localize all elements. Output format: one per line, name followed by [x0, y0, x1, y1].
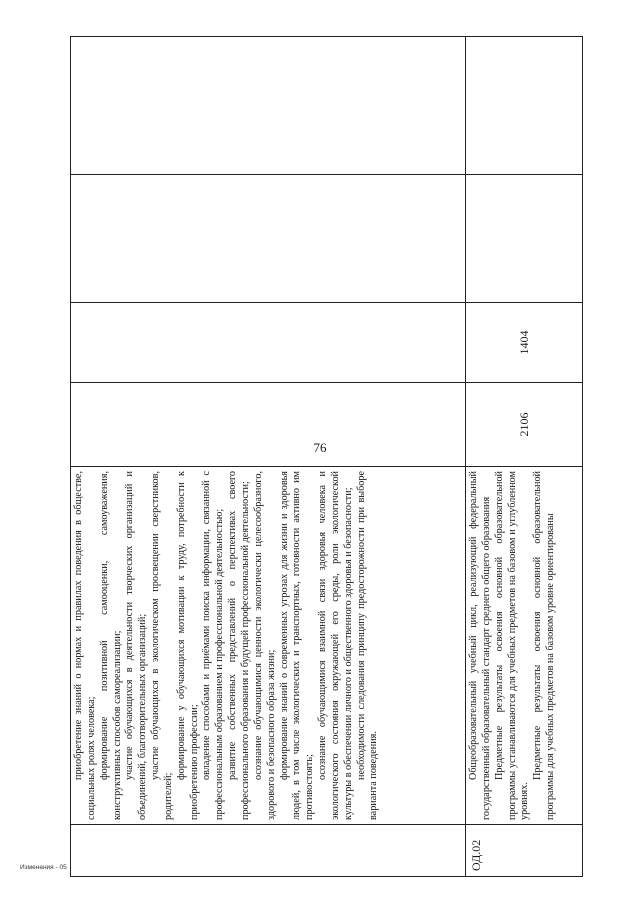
max-load-cell	[71, 383, 466, 467]
description-paragraph: формирование позитивной самооценки, самоуважения, конструктивных способов самореализации;	[98, 471, 123, 820]
description-paragraph: Предметные результаты освоения основной образовательной программы устанавливаются для учебных предметов на базовом и углубленном уровнях.	[493, 471, 531, 820]
curriculum-table	[70, 36, 583, 877]
description-paragraph: осознание обучающимися взаимной связи здоровья человека и экологического состояния окружающей его среды, роли экологической культуры в обеспечении личного и общественного здоровья и безопасности;	[317, 471, 354, 820]
description-paragraph: развитие собственных представлений о перспективах своего профессионального образования и будущей профессиональной деятельности;	[227, 471, 251, 820]
description-paragraph: Общеобразовательный учебный цикл, реализующий федеральный государственный образовательный стандарт среднего общего образования	[468, 471, 492, 820]
empty-cell-a	[466, 175, 583, 303]
row-code-cell	[71, 825, 466, 877]
description-paragraph: Предметные результаты освоения основной образовательной программы для учебных предметов на базовом уровне ориентированы	[532, 471, 557, 820]
table-row	[466, 37, 583, 877]
description-paragraph: необходимости следования принципу предосторожности при выборе варианта поведения.	[355, 471, 380, 820]
description-paragraph: осознание обучающимися ценности экологически целесообразного, здорового и безопасного образа жизни;	[252, 471, 277, 820]
description-paragraph: приобретение знаний о нормах и правилах поведения в обществе, социальных ролях человека;	[73, 471, 97, 820]
description-paragraph: участие обучающихся в деятельности творческих организаций и объединений, благотворительных организаций;	[124, 471, 149, 820]
revision-note: Изменения - 05	[20, 864, 67, 871]
max-load-cell: 2106	[466, 383, 583, 467]
page-number: 76	[313, 440, 327, 455]
table-rotated-wrapper	[70, 37, 570, 877]
description-paragraph: участие обучающихся в экологическом просвещении сверстников, родителей;	[150, 471, 174, 820]
empty-cell-b	[466, 37, 583, 175]
description-paragraph: овладение способами и приёмами поиска информации, связанной с профессиональным образованием и профессиональной деятельностью;	[201, 471, 226, 820]
empty-cell-b	[71, 37, 466, 175]
class-load-cell: 1404	[466, 303, 583, 383]
table-row	[71, 37, 466, 877]
description-paragraph: формирование у обучающихся мотивации к труду, потребности к приобретению профессии;	[175, 471, 200, 820]
description-paragraphs	[73, 471, 381, 820]
description-paragraph: формирование знаний о современных угрозах для жизни и здоровья людей, в том числе экологических и транспортных, готовности активно им противостоять;	[278, 471, 316, 820]
row-description-cell	[71, 467, 466, 825]
description-paragraphs	[468, 471, 558, 820]
class-load-cell	[71, 303, 466, 383]
row-code-cell: ОД.02	[466, 825, 583, 877]
empty-cell-a	[71, 175, 466, 303]
row-description-cell	[466, 467, 583, 825]
